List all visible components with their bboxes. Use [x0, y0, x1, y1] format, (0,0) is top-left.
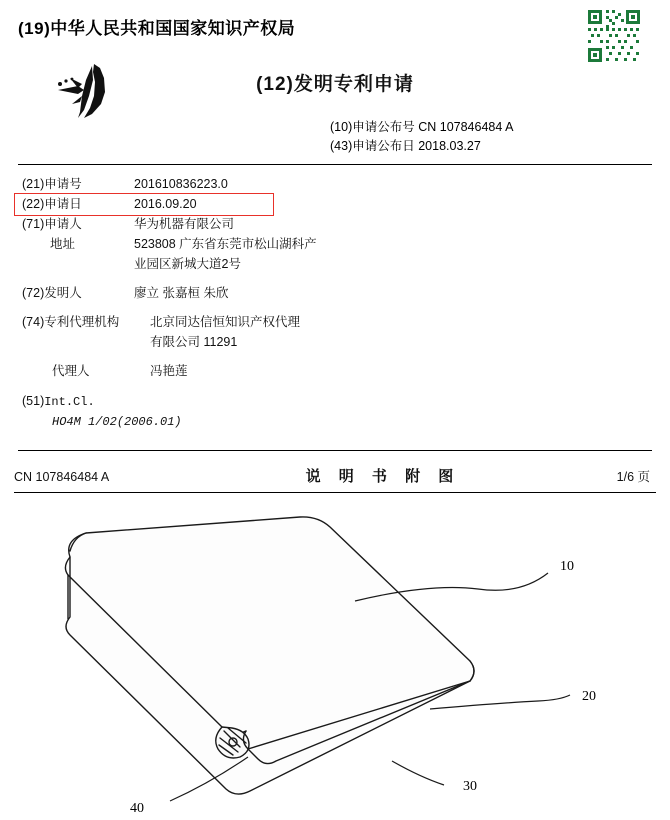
intcl-label: Int.Cl.	[44, 395, 95, 409]
figure-label-20: 20	[582, 689, 596, 704]
intcl-code: (51)	[22, 394, 45, 408]
address-row	[22, 234, 670, 254]
agency-code: (74)专利代理机构	[22, 315, 120, 329]
sheet-divider	[14, 492, 656, 493]
figure-label-40: 40	[130, 801, 144, 816]
document-type-code: (12)	[256, 74, 294, 95]
intcl-header	[22, 391, 670, 412]
publication-number-value: CN 107846484 A	[418, 120, 514, 134]
applicant-row	[22, 214, 670, 234]
inventor-code: (72)发明人	[22, 286, 82, 300]
agent-row	[22, 361, 670, 381]
patent-figure	[0, 495, 670, 815]
application-number-value: 201610836223.0	[134, 177, 228, 191]
publication-block	[0, 118, 670, 156]
publication-date-row	[330, 137, 670, 156]
inventor-value: 廖立 张嘉桓 朱欣	[134, 286, 229, 300]
application-number-code: (21)申请号	[22, 177, 82, 191]
filing-date-code: (22)申请日	[22, 197, 82, 211]
address-line-1: 523808 广东省东莞市松山湖科产	[134, 237, 317, 251]
publication-date-value: 2018.03.27	[418, 139, 481, 153]
filing-date-value: 2016.09.20	[134, 197, 197, 211]
sipo-emblem-icon	[48, 60, 126, 122]
office-name: 中华人民共和国国家知识产权局	[50, 19, 296, 38]
bibliographic-data	[22, 174, 670, 381]
figure-label-30: 30	[463, 779, 477, 794]
biblio-divider	[18, 450, 652, 451]
figure-label-10: 10	[560, 559, 574, 574]
publication-date-code: (43)申请公布日	[330, 139, 415, 153]
agency-line-2: 有限公司 11291	[150, 335, 238, 349]
sheet-header	[14, 465, 650, 486]
intcl-classification-row	[22, 412, 670, 432]
agency-line-1: 北京同达信恒知识产权代理	[150, 315, 301, 329]
address-line-2: 业园区新城大道2号	[134, 257, 241, 271]
filing-date-highlight	[14, 193, 274, 216]
applicant-value: 华为机器有限公司	[134, 217, 235, 231]
agency-row-2	[22, 332, 670, 352]
sheet-title: 说 明 书 附 图	[305, 468, 461, 485]
intcl-block	[22, 391, 670, 432]
sheet-page-number: 1/6 页	[616, 470, 650, 484]
office-code: (19)	[18, 19, 51, 38]
document-type-label: 发明专利申请	[293, 74, 414, 95]
address-row-2	[22, 254, 670, 274]
inventor-row	[22, 283, 670, 303]
qr-code-icon	[586, 8, 642, 64]
document-header	[0, 0, 670, 39]
device-drawing	[0, 495, 670, 815]
intcl-edition: (2006.01)	[116, 415, 182, 429]
agent-label: 代理人	[52, 364, 90, 378]
publication-number-code: (10)申请公布号	[330, 120, 415, 134]
application-number-row	[22, 174, 670, 194]
header-divider	[18, 164, 652, 165]
publication-number-row	[330, 118, 670, 137]
office-title	[18, 14, 652, 39]
applicant-code: (71)申请人	[22, 217, 82, 231]
sheet-publication-id: CN 107846484 A	[14, 470, 110, 484]
agency-row	[22, 312, 670, 332]
agent-value: 冯艳莲	[150, 364, 188, 378]
address-label: 地址	[50, 237, 76, 251]
intcl-classification: HO4M 1/02	[52, 415, 117, 429]
